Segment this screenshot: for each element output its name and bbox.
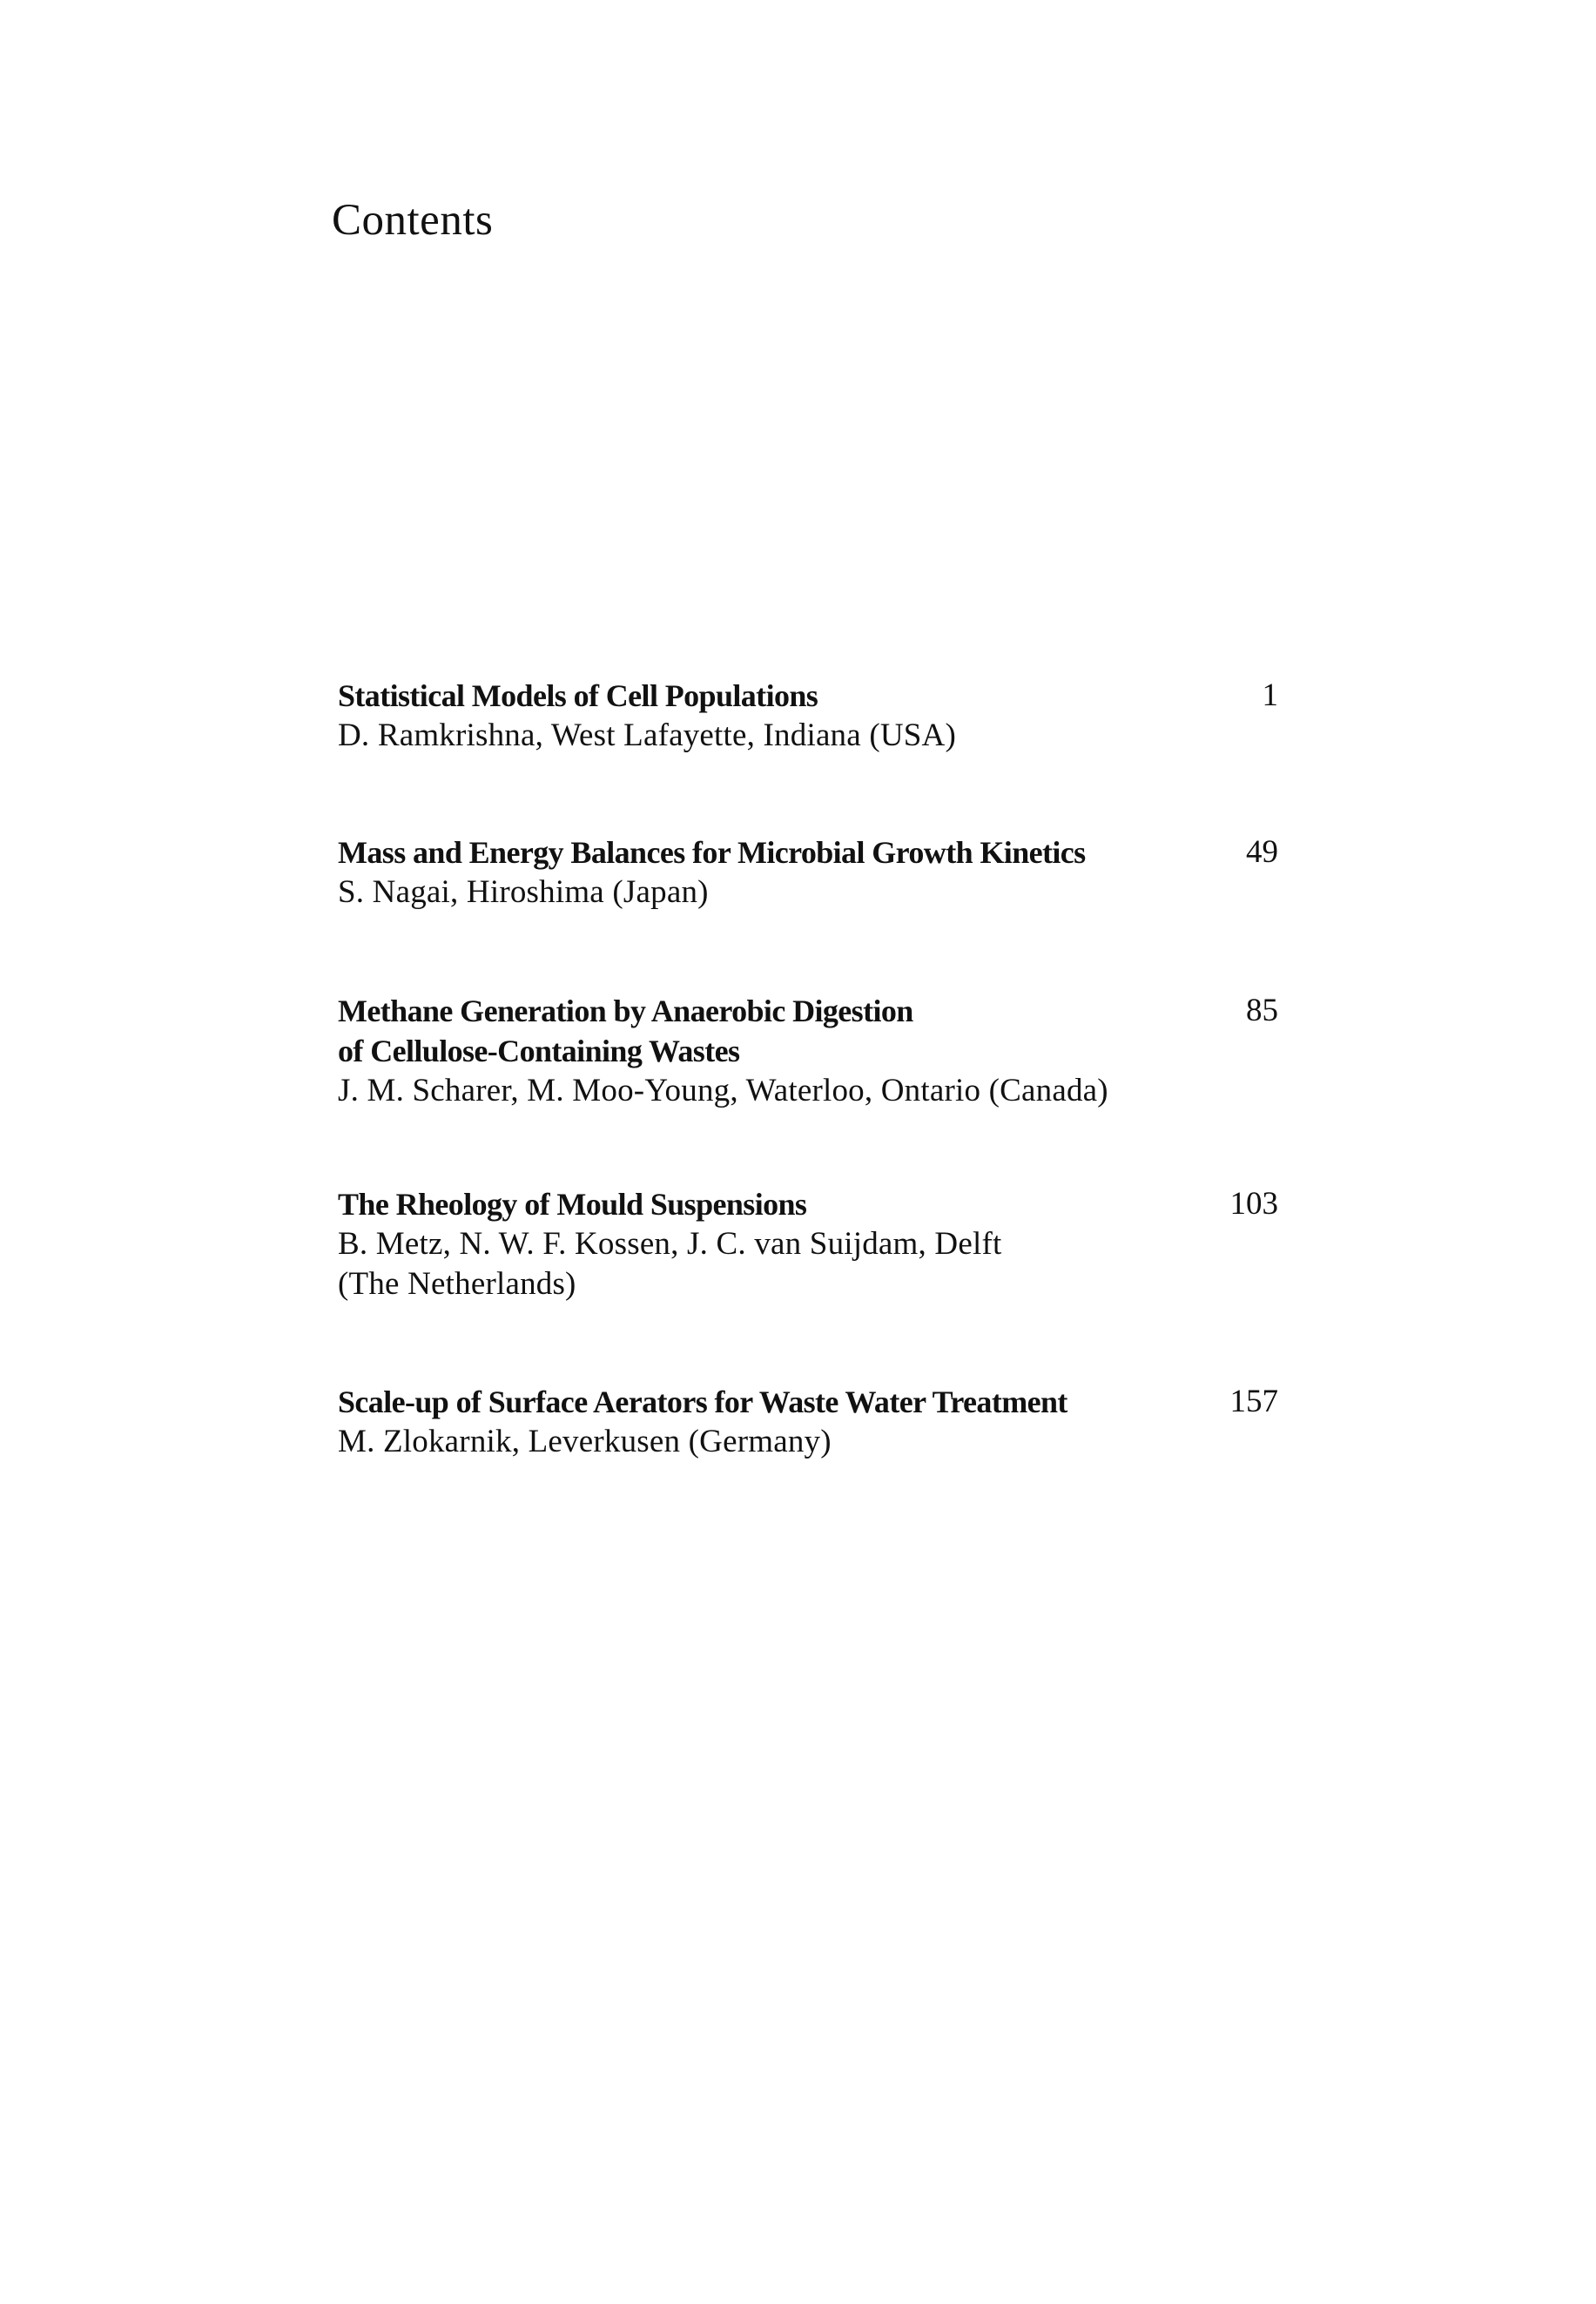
entry-title-line: Scale-up of Surface Aerators for Waste Water Treatment	[338, 1384, 1067, 1419]
entry-title-line: Statistical Models of Cell Populations	[338, 678, 818, 713]
entry-page-number[interactable]: 157	[1229, 1384, 1278, 1419]
entry-title[interactable]	[338, 991, 1139, 1071]
toc-entry	[338, 832, 1278, 913]
entry-title[interactable]	[338, 832, 1139, 872]
entry-page-number[interactable]: 1	[1262, 677, 1278, 713]
page-title: Contents	[332, 196, 494, 245]
entry-title-line: Methane Generation by Anaerobic Digestion	[338, 994, 913, 1028]
toc-entry	[338, 676, 1278, 756]
entry-title[interactable]	[338, 1382, 1139, 1422]
entry-author-line: M. Zlokarnik, Leverkusen (Germany)	[338, 1424, 832, 1459]
entry-title[interactable]	[338, 1184, 1139, 1224]
entry-authors	[338, 1422, 1209, 1462]
entry-page-number[interactable]: 49	[1246, 834, 1278, 870]
entry-authors	[338, 1071, 1209, 1111]
entry-authors	[338, 716, 1209, 756]
entry-page-number[interactable]: 85	[1246, 993, 1278, 1028]
entry-author-line: D. Ramkrishna, West Lafayette, Indiana (USA)	[338, 717, 956, 753]
entry-title-line: Mass and Energy Balances for Microbial Growth Kinetics	[338, 835, 1086, 870]
entry-author-line: B. Metz, N. W. F. Kossen, J. C. van Suijdam, Delft	[338, 1226, 1002, 1262]
entry-author-line: J. M. Scharer, M. Moo-Young, Waterloo, Ontario (Canada)	[338, 1073, 1108, 1108]
entry-authors	[338, 1224, 1209, 1304]
entry-title-line: The Rheology of Mould Suspensions	[338, 1187, 807, 1222]
entry-authors	[338, 872, 1209, 913]
entry-author-line: S. Nagai, Hiroshima (Japan)	[338, 874, 709, 910]
entry-author-line: (The Netherlands)	[338, 1266, 576, 1302]
toc-entry	[338, 1382, 1278, 1462]
toc-entry	[338, 1184, 1278, 1304]
toc-entry	[338, 991, 1278, 1111]
entry-title-line: of Cellulose-Containing Wastes	[338, 1034, 740, 1068]
entry-page-number[interactable]: 103	[1229, 1186, 1278, 1222]
entry-title[interactable]	[338, 676, 1139, 716]
